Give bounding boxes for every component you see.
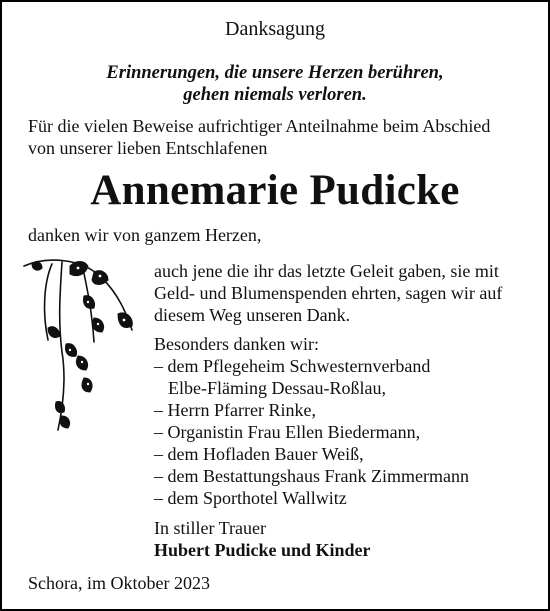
quote-line-1: Erinnerungen, die unsere Herzen berühren, [106, 63, 444, 83]
list-item: – Organistin Frau Ellen Biedermann, [154, 422, 421, 442]
heading: Danksagung [225, 18, 325, 40]
quote [2, 62, 548, 106]
intro-line-2: von unserer lieben Entschlafenen [28, 138, 268, 158]
closing-line: In stiller Trauer [154, 518, 266, 538]
list-item: – dem Bestattungshaus Frank Zimmermann [154, 466, 469, 486]
signers: Hubert Pudicke und Kinder [154, 540, 371, 560]
thanks-line: danken wir von ganzem Herzen, [28, 225, 262, 245]
list-item: – dem Hofladen Bauer Weiß, [154, 444, 364, 464]
list-item: – Herrn Pfarrer Rinke, [154, 400, 316, 420]
list-item: Elbe-Fläming Dessau-Roßlau, [168, 378, 386, 398]
place-date: Schora, im Oktober 2023 [28, 573, 210, 593]
special-thanks-intro: Besonders danken wir: [154, 334, 319, 354]
list-item: – dem Sporthotel Wallwitz [154, 488, 347, 508]
paragraph-line-1: auch jene die ihr das letzte Geleit gaben, sie mit [154, 261, 499, 281]
deceased-name: Annemarie Pudicke [90, 167, 460, 214]
intro-text [28, 115, 543, 159]
quote-line-2: gehen niemals verloren. [183, 85, 367, 105]
paragraph-line-3: diesem Weg unseren Dank. [154, 305, 351, 325]
birch-branch-icon [22, 252, 147, 442]
special-thanks-list [154, 333, 546, 509]
closing-block [154, 517, 546, 561]
intro-line-1: Für die vielen Beweise aufrichtiger Anteilnahme beim Abschied [28, 116, 491, 136]
paragraph-line-2: Geld- und Blumenspenden ehrten, sagen wir auf [154, 283, 503, 303]
thanks-paragraph [154, 260, 546, 326]
list-item: – dem Pflegeheim Schwesternverband [154, 356, 431, 376]
